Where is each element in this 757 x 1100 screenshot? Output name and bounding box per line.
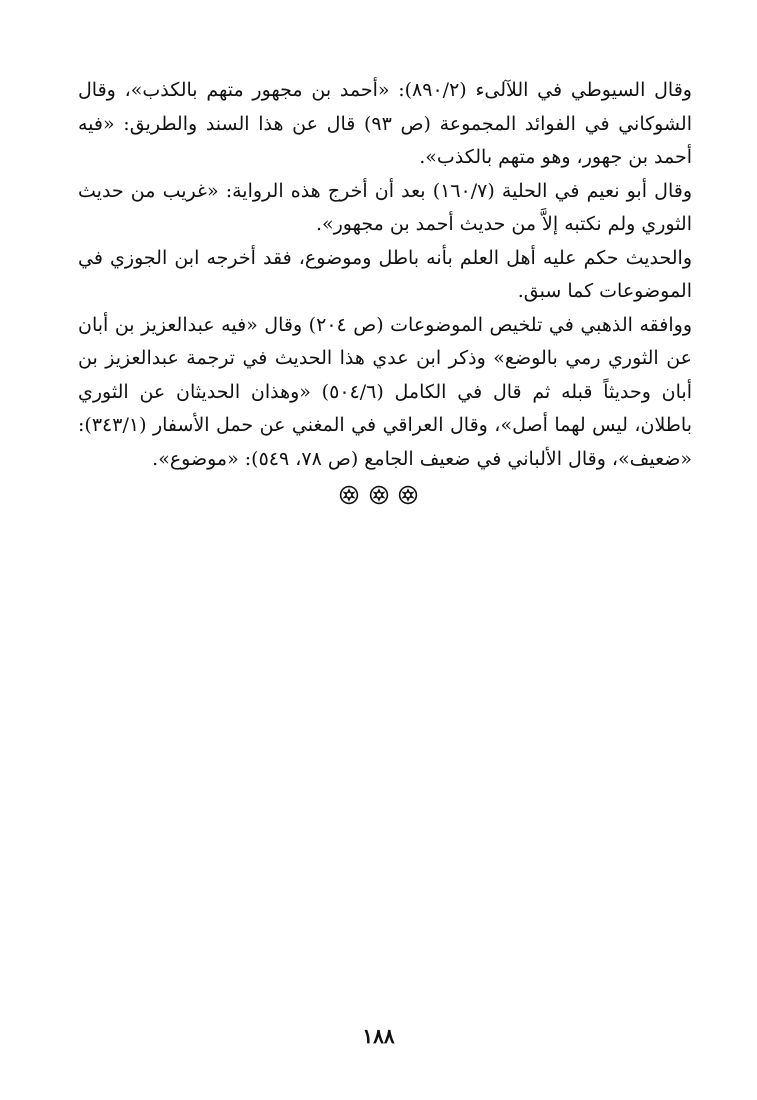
section-end-ornament xyxy=(0,484,757,505)
paragraph-verdict: والحديث حكم عليه أهل العلم بأنه باطل وموضوع، فقد أخرجه ابن الجوزي في الموضوعات كما سبق. xyxy=(78,246,692,302)
paragraph-dhahabi: ووافقه الذهبي في تلخيص الموضوعات (ص ٢٠٤) وقال «فيه عبدالعزيز بن أبان عن الثوري رمي بالوضع» وذكر ابن عدي هذا الحديث في ترجمة عبدالعزيز بن أبان وحديثاً قبله ثم قال في الكامل (٥٠٤/٦) «وهذان الحديثان عن الثوري باطلان، ليس لهما أصل»، وقال العراقي في المغني عن حمل الأسفار (٣٤٣/١): «ضعيف»، وقال الألباني في ضعيف الجامع (ص ٧٨، ٥٤٩): «موضوع». xyxy=(78,313,692,470)
octagram-rosette-icon xyxy=(398,485,418,505)
paragraph-suyuti: وقال السيوطي في اللآلىء (٨٩٠/٢): «أحمد بن مجهور متهم بالكذب»، وقال الشوكاني في الفوائد المجموعة (ص ٩٣) قال عن هذا السند والطريق: «فيه أحمد بن جهور، وهو متهم بالكذب». xyxy=(78,79,692,168)
page-number: ١٨٨ xyxy=(362,1024,395,1048)
octagram-rosette-icon xyxy=(369,485,389,505)
octagram-rosette-icon xyxy=(339,485,359,505)
body-text xyxy=(78,74,692,476)
paragraph-abu-nuaym: وقال أبو نعيم في الحلية (١٦٠/٧) بعد أن أخرج هذه الرواية: «غريب من حديث الثوري ولم نكتبه إلاَّ من حديث أحمد بن مجهور». xyxy=(78,179,692,235)
